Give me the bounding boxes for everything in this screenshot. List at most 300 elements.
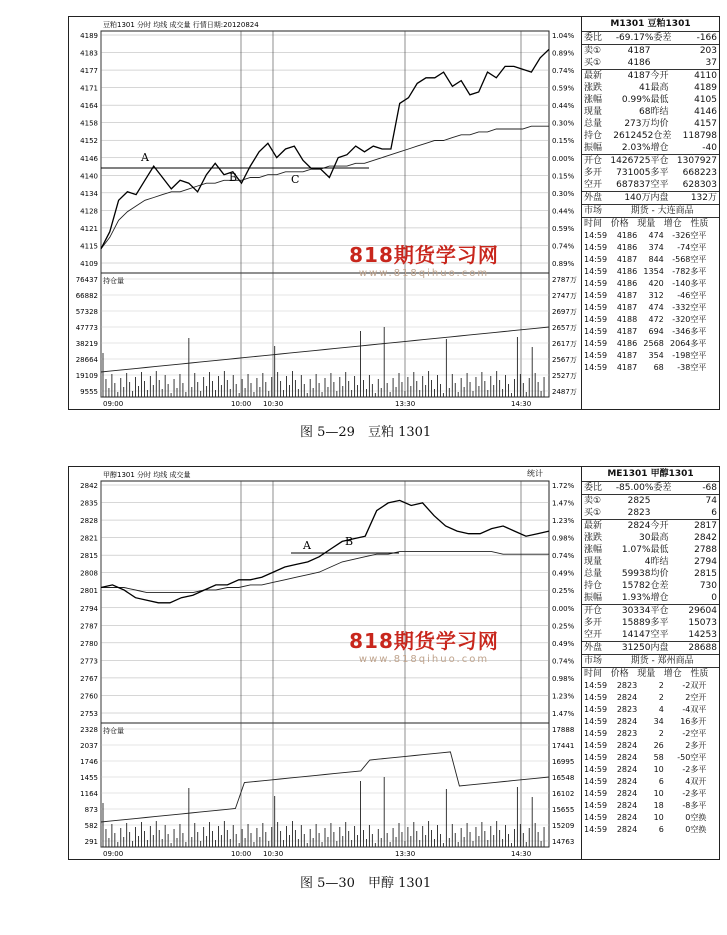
price-tick-label: 4171 — [80, 84, 98, 93]
quote-cell: 28688 — [688, 643, 717, 653]
quote-cell: 内盘 — [650, 193, 669, 203]
quote-cell: 多开 — [584, 168, 603, 178]
quote-cell: 2824 — [627, 521, 651, 531]
quote-row — [582, 482, 719, 494]
time-tick-label: 14:30 — [511, 400, 532, 408]
chart-svg — [69, 17, 581, 409]
quote-row — [582, 654, 719, 667]
time-tick-label: 09:00 — [103, 850, 124, 858]
price-tick-label: 2842 — [80, 482, 98, 490]
quote-cell: 2823 — [627, 508, 651, 518]
pct-tick-label: 0.74% — [552, 67, 575, 76]
tick-cell: 空平 — [690, 315, 707, 324]
oi-tick-label: 16995 — [552, 758, 575, 766]
plot-frame — [101, 481, 549, 847]
tick-cell: 2824 — [616, 741, 638, 750]
quote-row — [582, 604, 719, 617]
price-tick-label: 4115 — [80, 242, 98, 251]
tick-cell: 4187 — [616, 327, 638, 336]
quote-cell: 昨结 — [650, 557, 669, 567]
quote-cell: 均价 — [650, 569, 669, 579]
quote-cell — [694, 205, 717, 217]
tick-cell: 4188 — [616, 315, 638, 324]
tick-cell: 14:59 — [584, 363, 608, 372]
annotation-label: B — [345, 535, 354, 548]
quote-cell — [607, 205, 630, 217]
tick-cell: 58 — [653, 753, 664, 762]
quote-cell: 29604 — [688, 606, 717, 616]
tick-cell: 空平 — [690, 363, 707, 372]
price-tick-label: 4140 — [80, 172, 98, 181]
quote-cell — [694, 655, 717, 667]
price-line — [101, 49, 549, 249]
tick-cell: 多平 — [690, 801, 707, 810]
pct-tick-label: 1.23% — [552, 517, 575, 526]
volume-tick-label: 57328 — [75, 308, 98, 316]
volume-tick-label: 291 — [84, 838, 98, 846]
tick-cell: 多平 — [690, 327, 707, 336]
tick-row — [582, 278, 719, 290]
tick-row — [582, 692, 719, 704]
oi-tick-label: 17441 — [552, 742, 575, 750]
quote-row — [582, 544, 719, 556]
tick-cell: 14:59 — [584, 279, 608, 288]
quote-cell: 2788 — [694, 545, 717, 555]
tick-cell: 4187 — [616, 303, 638, 312]
tick-cell: 空换 — [690, 813, 707, 822]
oi-tick-label: 17888 — [552, 726, 575, 734]
price-tick-label: 4164 — [80, 102, 98, 111]
quote-cell: 最低 — [650, 545, 669, 555]
quote-cell: 2842 — [694, 533, 717, 543]
quote-cell: 平仓 — [650, 606, 669, 616]
figure-methanol — [68, 466, 720, 860]
quote-cell: 4187 — [627, 71, 651, 81]
pct-tick-label: 0.30% — [552, 189, 575, 198]
pct-tick-label: 1.47% — [552, 710, 575, 718]
quote-row — [582, 179, 719, 191]
quote-cell: 开仓 — [584, 606, 603, 616]
quote-cell: 203 — [699, 46, 717, 56]
tick-cell: 双平 — [690, 705, 707, 714]
pct-tick-label: 0.25% — [552, 587, 575, 596]
pct-tick-label: 0.59% — [552, 224, 575, 233]
quote-cell: 14253 — [688, 630, 717, 640]
tick-cell: -50 — [677, 753, 691, 762]
quote-row — [582, 32, 719, 44]
tick-row — [582, 812, 719, 824]
quote-cell: 委比 — [584, 33, 603, 43]
tick-row — [582, 740, 719, 752]
oi-tick-label: 16548 — [552, 774, 575, 782]
pct-tick-label: 0.30% — [552, 119, 575, 128]
quote-cell: -68 — [702, 483, 718, 493]
tick-row — [582, 728, 719, 740]
tick-row — [582, 302, 719, 314]
tick-row — [582, 764, 719, 776]
tick-cell: 14:59 — [584, 291, 608, 300]
quote-cell: 买① — [584, 58, 602, 68]
tick-cell: -198 — [672, 351, 691, 360]
watermark-url: www.818qihuo.com — [358, 654, 490, 665]
tick-cell: 空平 — [690, 255, 707, 264]
price-tick-label: 2828 — [80, 517, 98, 526]
tick-cell: 4186 — [616, 231, 638, 240]
quote-row — [582, 507, 719, 519]
tick-row — [582, 230, 719, 242]
tick-cell: 4 — [658, 705, 664, 714]
oi-tick-label: 2697万 — [552, 308, 577, 316]
stats-label: 统计 — [527, 469, 543, 478]
tick-cell: 374 — [648, 243, 664, 252]
tick-row — [582, 350, 719, 362]
tick-cell: 2824 — [616, 777, 638, 786]
tick-cell: 14:59 — [584, 693, 608, 702]
quote-cell: 最高 — [650, 83, 669, 93]
tick-cell: 2824 — [616, 825, 638, 834]
tick-cell: 多平 — [690, 267, 707, 276]
tick-header-cell: 增仓 — [663, 669, 682, 679]
price-tick-label: 4158 — [80, 119, 98, 128]
quote-cell: 外盘 — [584, 193, 603, 203]
tick-cell: 6 — [658, 825, 664, 834]
pct-tick-label: 1.23% — [552, 692, 575, 701]
tick-cell: 2824 — [616, 693, 638, 702]
quote-cell: 68 — [639, 107, 651, 117]
tick-cell: 14:59 — [584, 765, 608, 774]
volume-tick-label: 873 — [84, 806, 98, 814]
quote-cell: 买① — [584, 508, 602, 518]
tick-cell: 多平 — [690, 789, 707, 798]
volume-tick-label: 28664 — [75, 356, 98, 364]
price-tick-label: 2767 — [80, 674, 98, 683]
tick-cell: 空开 — [690, 693, 707, 702]
quote-cell — [651, 57, 684, 69]
annotation-label: A — [303, 539, 311, 552]
quote-row — [582, 568, 719, 580]
quote-cell: 6 — [711, 508, 717, 518]
volume-tick-label: 1746 — [80, 758, 98, 766]
quote-row — [582, 130, 719, 142]
time-tick-label: 14:30 — [511, 850, 532, 858]
quote-cell: 仓差 — [650, 581, 669, 591]
time-tick-label: 10:00 — [231, 400, 252, 408]
tick-row — [582, 800, 719, 812]
oi-tick-label: 2617万 — [552, 340, 577, 348]
tick-cell: -346 — [672, 327, 691, 336]
chart-svg — [69, 467, 581, 859]
chart-title: 甲醇1301 分时 均线 成交量 — [103, 471, 191, 479]
quote-cell: 平仓 — [650, 156, 669, 166]
tick-cell: 空平 — [690, 729, 707, 738]
tick-cell: 空平 — [690, 243, 707, 252]
volume-tick-label: 38219 — [75, 340, 98, 348]
pct-tick-label: 1.47% — [552, 499, 575, 508]
oi-tick-label: 2747万 — [552, 292, 577, 300]
quote-cell: 涨幅 — [584, 545, 603, 555]
pct-tick-label: 0.00% — [552, 604, 575, 613]
quote-cell: 总量 — [584, 569, 603, 579]
price-tick-label: 2815 — [80, 552, 98, 561]
time-tick-label: 13:30 — [395, 850, 416, 858]
tick-cell: 2 — [658, 681, 664, 690]
intraday-chart — [69, 467, 582, 859]
tick-cell: 2824 — [616, 717, 638, 726]
quote-cell: 涨跌 — [584, 83, 603, 93]
quote-row — [582, 494, 719, 507]
quote-cell: 涨幅 — [584, 95, 603, 105]
tick-header-cell: 现量 — [637, 219, 656, 229]
quote-cell: 4146 — [694, 107, 717, 117]
price-tick-label: 4189 — [80, 32, 98, 40]
tick-cell: -2 — [682, 765, 691, 774]
quote-cell: 30 — [639, 533, 651, 543]
quote-row — [582, 191, 719, 204]
price-tick-label: 2794 — [80, 604, 98, 613]
price-tick-label: 4121 — [80, 224, 98, 233]
quote-cell: 开仓 — [584, 156, 603, 166]
open-interest-line — [101, 327, 549, 372]
tick-cell: 14:59 — [584, 315, 608, 324]
tick-cell: 2 — [685, 741, 691, 750]
tick-cell: -8 — [682, 801, 691, 810]
pct-tick-label: 0.44% — [552, 207, 575, 216]
caption-2: 图 5—30 甲醇 1301 — [300, 876, 432, 891]
tick-cell: 4187 — [616, 255, 638, 264]
tick-row — [582, 680, 719, 692]
quote-cell: 731005 — [616, 168, 651, 178]
price-tick-label: 4183 — [80, 49, 98, 58]
volume-tick-label: 9555 — [80, 388, 98, 396]
volume-tick-label: 47773 — [75, 324, 98, 332]
quote-cell: 市场 — [584, 656, 603, 666]
tick-cell: -568 — [672, 255, 691, 264]
pct-tick-label: 0.74% — [552, 242, 575, 251]
quote-cell: 15889 — [621, 618, 651, 628]
tick-cell: -2 — [682, 681, 691, 690]
quote-cell — [651, 45, 684, 57]
quote-cell: 增仓 — [650, 593, 669, 603]
tick-cell: 2824 — [616, 789, 638, 798]
quote-row — [582, 44, 719, 57]
tick-cell: 空平 — [690, 303, 707, 312]
quote-cell — [607, 655, 630, 667]
quote-cell: 730 — [699, 581, 717, 591]
tick-cell: 4186 — [616, 339, 638, 348]
pct-tick-label: 0.49% — [552, 569, 575, 578]
tick-header-cell: 增仓 — [663, 219, 682, 229]
tick-cell: 10 — [653, 813, 664, 822]
quote-cell: 最高 — [650, 533, 669, 543]
quote-row — [582, 532, 719, 544]
pct-tick-label: 0.15% — [552, 172, 575, 181]
tick-list — [582, 680, 719, 836]
oi-tick-label: 2657万 — [552, 324, 577, 332]
quote-cell: 2815 — [694, 569, 717, 579]
quote-row — [582, 154, 719, 167]
quote-cell: 现量 — [584, 107, 603, 117]
price-tick-label: 2773 — [80, 657, 98, 666]
volume-tick-label: 2328 — [80, 726, 98, 734]
figure-soymeal — [68, 16, 720, 410]
tick-cell: 4186 — [616, 279, 638, 288]
quote-cell: 4105 — [694, 95, 717, 105]
tick-cell: 14:59 — [584, 231, 608, 240]
pct-tick-label: 0.89% — [552, 49, 575, 58]
tick-cell: 14:59 — [584, 777, 608, 786]
tick-cell: 26 — [653, 741, 664, 750]
quote-cell: 1.07% — [621, 545, 651, 555]
price-tick-label: 4146 — [80, 154, 98, 163]
pct-tick-label: 0.89% — [552, 260, 575, 268]
quote-cell: -40 — [702, 143, 717, 153]
pct-tick-label: 0.44% — [552, 102, 575, 111]
tick-cell: 14:59 — [584, 705, 608, 714]
quote-cell: 14147 — [621, 630, 651, 640]
tick-cell: 空平 — [690, 351, 707, 360]
tick-cell: 4187 — [616, 363, 638, 372]
oi-tick-label: 15655 — [552, 806, 575, 814]
quote-header: ME1301 甲醇1301 — [582, 467, 719, 482]
quote-row — [582, 118, 719, 130]
quote-cell: 15782 — [621, 581, 651, 591]
quote-cell: 委差 — [653, 483, 672, 493]
tick-cell: 空换 — [690, 825, 707, 834]
price-tick-label: 2760 — [80, 692, 98, 701]
quote-cell: 687837 — [616, 180, 651, 190]
volume-tick-label: 1455 — [80, 774, 98, 782]
tick-cell: 10 — [653, 765, 664, 774]
tick-row — [582, 716, 719, 728]
annotation-label: C — [291, 173, 300, 186]
price-tick-label: 2787 — [80, 622, 98, 631]
quote-row — [582, 617, 719, 629]
tick-cell: 14:59 — [584, 339, 608, 348]
tick-cell: -4 — [682, 705, 691, 714]
oi-tick-label: 2567万 — [552, 356, 577, 364]
tick-cell: 14:59 — [584, 813, 608, 822]
quote-cell: 持仓 — [584, 581, 603, 591]
tick-cell: 14:59 — [584, 825, 608, 834]
tick-row — [582, 266, 719, 278]
tick-cell: 18 — [653, 801, 664, 810]
tick-cell: 空平 — [690, 291, 707, 300]
tick-cell: 0 — [685, 825, 691, 834]
time-tick-label: 10:30 — [263, 850, 284, 858]
quote-cell: 118798 — [682, 131, 718, 141]
quote-cell: 668223 — [682, 168, 717, 178]
price-tick-label: 2780 — [80, 639, 98, 648]
oi-tick-label: 14763 — [552, 838, 575, 846]
tick-cell: 14:59 — [584, 729, 608, 738]
quote-cell: 现量 — [584, 557, 603, 567]
tick-cell: 312 — [648, 291, 664, 300]
quote-cell: 2817 — [694, 521, 717, 531]
tick-cell: 474 — [648, 303, 664, 312]
volume-tick-label: 19109 — [75, 372, 98, 380]
tick-cell: 2824 — [616, 753, 638, 762]
quote-cell: 2794 — [694, 557, 717, 567]
tick-cell: 空平 — [690, 231, 707, 240]
tick-header — [582, 667, 719, 680]
tick-cell: 2064 — [670, 339, 691, 348]
quote-cell: -166 — [696, 33, 718, 43]
pct-tick-label: 0.98% — [552, 674, 575, 683]
volume-tick-label: 76437 — [75, 276, 98, 284]
open-interest-line — [101, 752, 549, 822]
tick-cell: 14:59 — [584, 741, 608, 750]
quote-cell: 41 — [639, 83, 651, 93]
quote-cell: 昨结 — [650, 107, 669, 117]
watermark-url: www.818qihuo.com — [358, 268, 490, 279]
tick-cell: 4187 — [616, 351, 638, 360]
tick-cell: 多开 — [690, 741, 707, 750]
annotation-label: A — [141, 151, 149, 164]
tick-cell: 14:59 — [584, 303, 608, 312]
tick-cell: 2824 — [616, 765, 638, 774]
tick-cell: 14:59 — [584, 753, 608, 762]
tick-cell: 420 — [648, 279, 664, 288]
quote-cell: 最新 — [584, 521, 603, 531]
quote-cell: 2825 — [627, 496, 651, 506]
quote-cell: 4 — [644, 557, 651, 567]
quote-row — [582, 204, 719, 217]
tick-cell: -326 — [672, 231, 691, 240]
tick-cell: 14:59 — [584, 243, 608, 252]
tick-row — [582, 242, 719, 254]
quote-cell: 最新 — [584, 71, 603, 81]
watermark-text: 818期货学习网 — [349, 243, 499, 267]
tick-row — [582, 290, 719, 302]
tick-cell: -38 — [677, 363, 691, 372]
tick-row — [582, 704, 719, 716]
oi-tick-label: 2527万 — [552, 372, 577, 380]
quote-row — [582, 142, 719, 154]
quote-row — [582, 641, 719, 654]
tick-cell: -320 — [672, 315, 691, 324]
tick-cell: 多平 — [690, 339, 707, 348]
tick-header-cell: 现量 — [637, 669, 656, 679]
time-tick-label: 10:30 — [263, 400, 284, 408]
pct-tick-label: 0.74% — [552, 657, 575, 666]
tick-cell: 14:59 — [584, 801, 608, 810]
tick-cell: 14:59 — [584, 717, 608, 726]
price-tick-label: 2808 — [80, 569, 98, 578]
oi-tick-label: 2787万 — [552, 276, 577, 284]
quote-cell: 委差 — [653, 33, 672, 43]
oi-tick-label: 2487万 — [552, 388, 577, 396]
time-tick-label: 09:00 — [103, 400, 124, 408]
quote-cell: 多平 — [650, 618, 669, 628]
tick-cell: 472 — [648, 315, 664, 324]
tick-cell: -2 — [682, 729, 691, 738]
tick-cell: 844 — [648, 255, 664, 264]
quote-row — [582, 57, 719, 69]
quote-cell: 140万 — [624, 193, 651, 203]
tick-cell: -140 — [672, 279, 691, 288]
quote-cell: 空平 — [650, 630, 669, 640]
quote-cell — [651, 495, 684, 507]
quote-cell: 74 — [705, 496, 717, 506]
volume-tick-label: 66882 — [75, 292, 98, 300]
price-tick-label: 4177 — [80, 67, 98, 76]
tick-row — [582, 254, 719, 266]
tick-cell: 4187 — [616, 291, 638, 300]
intraday-chart — [69, 17, 582, 409]
tick-cell: 4186 — [616, 243, 638, 252]
quote-row — [582, 106, 719, 118]
tick-cell: 4 — [685, 777, 691, 786]
